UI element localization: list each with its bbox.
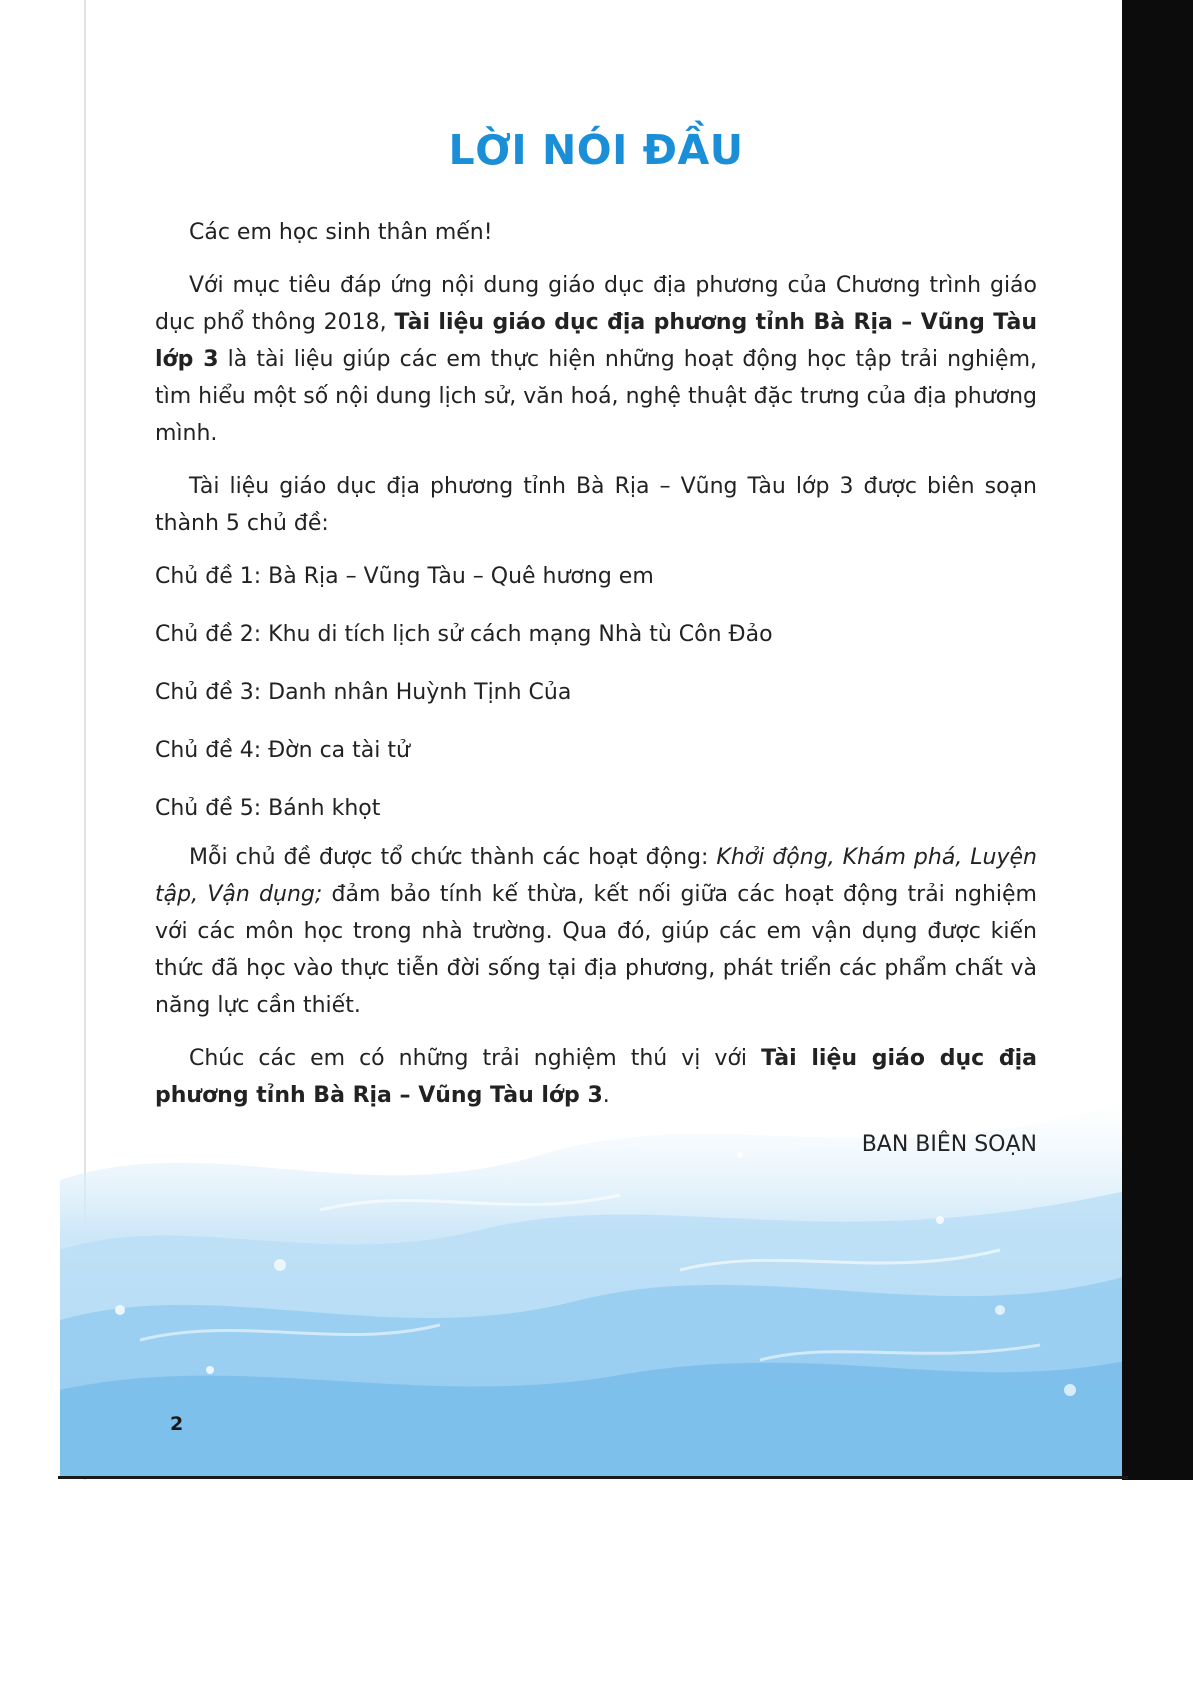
topic-item: Chủ đề 2: Khu di tích lịch sử cách mạng Nhà tù Côn Đảo bbox=[155, 622, 773, 647]
organization-text-cont: đảm bảo tính kế thừa, kết nối giữa các hoạt động trải nghiệm với các môn học trong nhà trường. Qua đó, giúp các em vận dụng được kiến thức đã học vào thực tiễn đời sống tại địa phương, phát triển các phẩm chất và năng lực cần thiết. bbox=[155, 882, 1037, 1018]
page-bottom-edge bbox=[58, 1476, 1128, 1479]
organization-text: Mỗi chủ đề được tổ chức thành các hoạt động: bbox=[189, 845, 717, 870]
intro-text: Với mục tiêu đáp ứng nội dung giáo dục địa phương của Chương trình giáo dục phổ thông 2018, bbox=[155, 273, 1037, 335]
closing-text: Chúc các em có những trải nghiệm thú vị với bbox=[189, 1046, 762, 1071]
preface-content bbox=[155, 100, 1037, 1163]
topic-item: Chủ đề 1: Bà Rịa – Vũng Tàu – Quê hương em bbox=[155, 564, 654, 589]
closing-period: . bbox=[602, 1083, 610, 1108]
signature: BAN BIÊN SOẠN bbox=[861, 1132, 1037, 1157]
activity-names: Khởi động, Khám phá, Luyện tập, Vận dụng; bbox=[155, 845, 1037, 907]
intro-text-cont: là tài liệu giúp các em thực hiện những hoạt động học tập trải nghiệm, tìm hiểu một số nội dung lịch sử, văn hoá, nghệ thuật đặc trưng của địa phương mình. bbox=[155, 347, 1037, 446]
intro-book-title: Tài liệu giáo dục địa phương tỉnh Bà Rịa – Vũng Tàu lớp 3 bbox=[155, 310, 1038, 372]
page-title: LỜI NÓI ĐẦU bbox=[448, 126, 744, 174]
intro-paragraph bbox=[155, 267, 1037, 452]
closing-book-title: Tài liệu giáo dục địa phương tỉnh Bà Rịa – Vũng Tàu lớp 3 bbox=[155, 1046, 1037, 1108]
organization-paragraph bbox=[155, 839, 1037, 1024]
book-spine-edge bbox=[1122, 0, 1193, 1480]
closing-paragraph bbox=[155, 1040, 1037, 1114]
topic-item: Chủ đề 4: Đờn ca tài tử bbox=[155, 738, 410, 763]
topic-item: Chủ đề 3: Danh nhân Huỳnh Tịnh Của bbox=[155, 680, 572, 705]
greeting: Các em học sinh thân mến! bbox=[189, 220, 493, 245]
structure-paragraph: Tài liệu giáo dục địa phương tỉnh Bà Rịa – Vũng Tàu lớp 3 được biên soạn thành 5 chủ đề: bbox=[155, 474, 1037, 536]
page-number: 2 bbox=[170, 1413, 184, 1435]
topic-item: Chủ đề 5: Bánh khọt bbox=[155, 796, 381, 821]
